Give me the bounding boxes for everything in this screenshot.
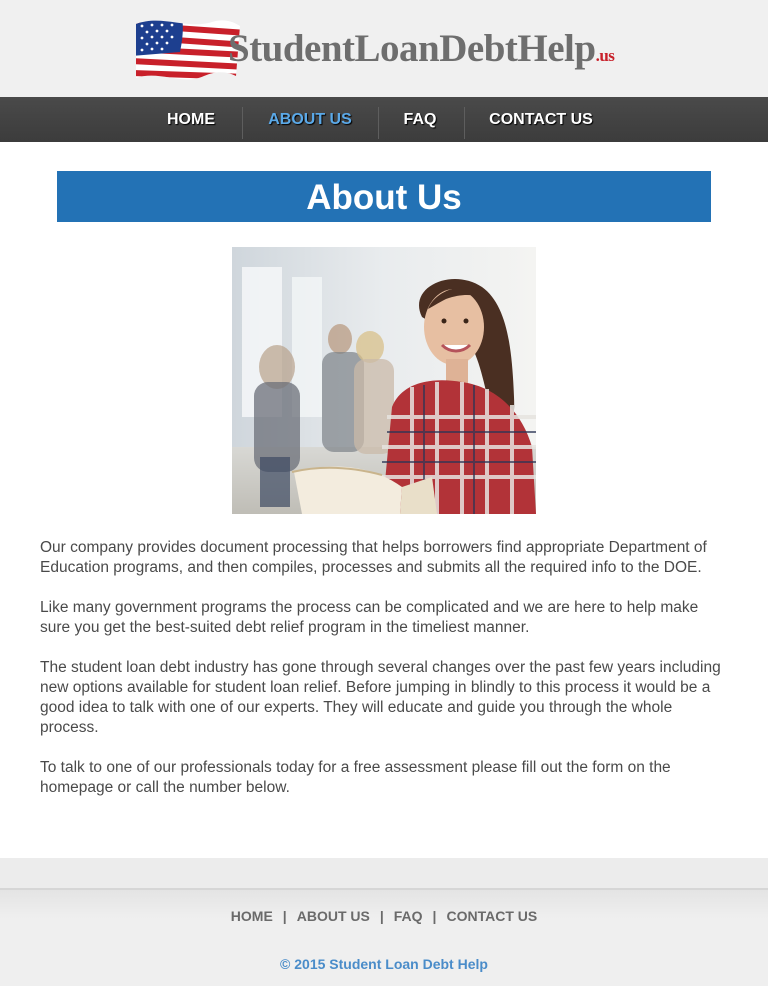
footer-link-contact-us[interactable]: CONTACT US [446,908,538,924]
footer-link-home[interactable]: HOME [230,908,273,924]
footer-link-about-us[interactable]: ABOUT US [296,908,370,924]
copyright-text: © 2015 Student Loan Debt Help [280,956,488,972]
nav-item-home[interactable]: HOME [167,111,215,128]
page-title: About Us [57,171,711,222]
footer-link-faq[interactable]: FAQ [393,908,423,924]
about-paragraph: The student loan debt industry has gone through several changes over the past few years including new options available for student loan relief. Before jumping in blindly to this process it would be a good idea to talk with one of our experts. They will educate and guide you through the whole process. [40,659,721,736]
footer-separator: | [432,908,437,924]
about-paragraph: Like many government programs the process can be complicated and we are here to help make sure you get the best-suited debt relief program in the timeliest manner. [40,599,699,636]
footer-separator: | [379,908,384,924]
site-header [0,0,768,97]
about-content [40,538,730,818]
about-paragraph: To talk to one of our professionals today for a free assessment please fill out the form on the homepage or call the number below. [40,759,671,796]
site-footer [0,858,768,986]
logo-tld-text: .us [595,46,615,65]
about-paragraph: Our company provides document processing that helps borrowers find appropriate Department of Education programs, and then compiles, processes and submits all the required info to the DOE. [40,539,707,576]
nav-item-contact-us[interactable]: CONTACT US [489,111,593,128]
main-nav [0,97,768,142]
student-photo [232,247,536,514]
logo-main-text: StudentLoanDebtHelp [228,27,596,70]
logo-wordmark [228,26,614,71]
footer-nav [0,908,768,924]
site-logo[interactable] [132,14,642,84]
nav-divider [378,107,379,139]
nav-item-faq[interactable]: FAQ [403,111,437,128]
footer-separator: | [282,908,287,924]
nav-divider [242,107,243,139]
nav-item-about-us[interactable]: ABOUT US [268,111,352,128]
nav-divider [464,107,465,139]
student-photo-illustration [232,247,536,514]
